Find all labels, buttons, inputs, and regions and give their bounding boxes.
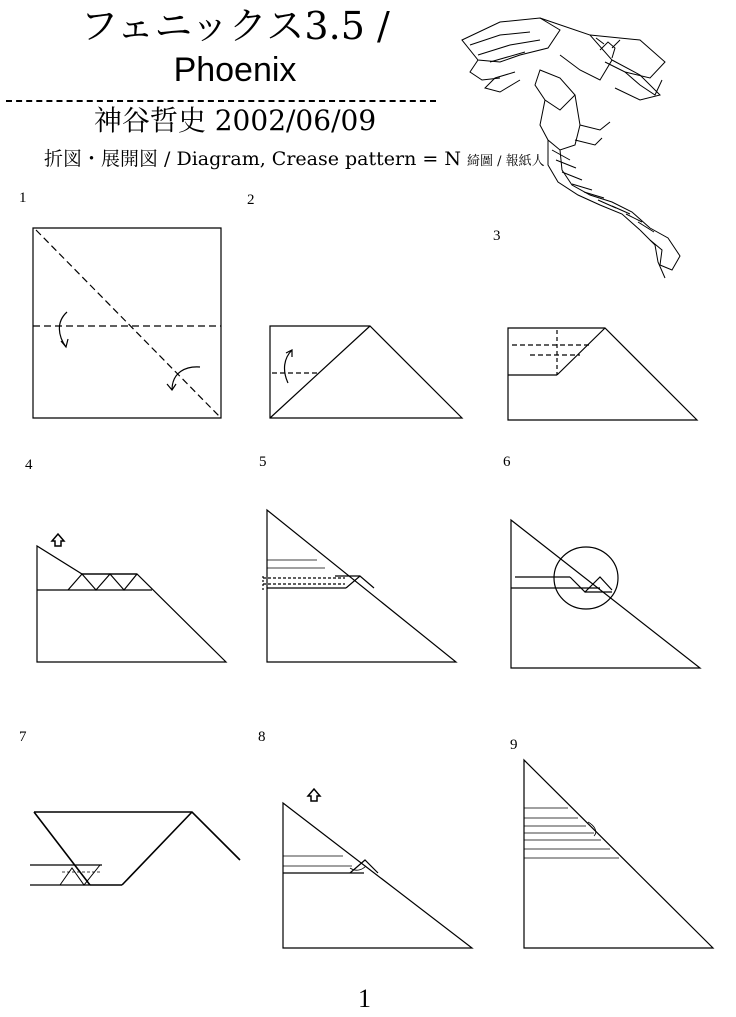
step-number-5: 5 [259,454,267,470]
title-japanese: フェニックス3.5 / [80,4,390,48]
step-6-diagram [511,520,700,668]
credits-small: 綺圖 / 報紙人 [467,154,545,169]
step-3-diagram [508,328,697,420]
step-9-diagram [524,760,713,948]
step-number-9: 9 [510,737,518,753]
step-7-diagram [30,812,240,885]
page-number: 1 [358,984,371,1013]
step-2-diagram [270,326,462,418]
step-8-diagram [283,789,472,948]
step-number-3: 3 [493,228,501,244]
step-number-8: 8 [258,729,266,745]
step-number-2: 2 [247,192,255,208]
title-english: Phoenix [173,51,297,89]
credits-main: 折図・展開図 / Diagram, Crease pattern = N [44,148,461,170]
step-number-6: 6 [503,454,511,470]
phoenix-illustration [462,18,680,278]
step-4-diagram [37,534,226,662]
step-1-diagram [33,228,221,418]
step-5-diagram [263,510,456,662]
author-date: 神谷哲史 2002/06/09 [93,104,377,137]
step-number-7: 7 [19,729,27,745]
step-number-1: 1 [19,190,27,206]
step-number-4: 4 [25,457,33,473]
